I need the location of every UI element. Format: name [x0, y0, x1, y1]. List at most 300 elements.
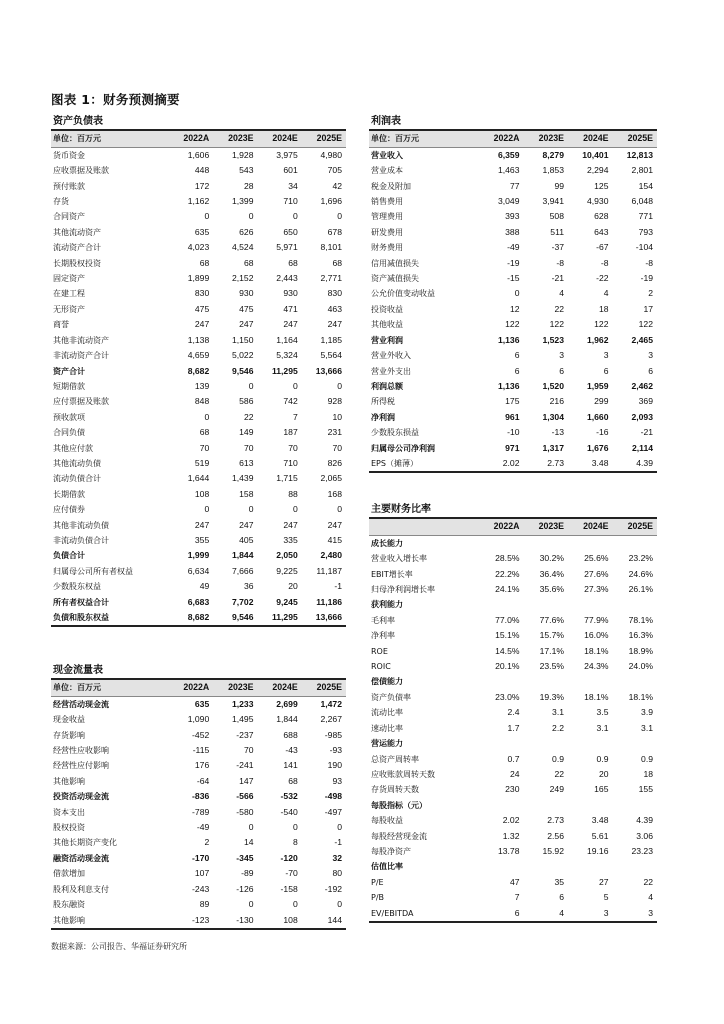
- row-value: 1,233: [231, 698, 254, 709]
- row-value: 3: [603, 350, 609, 361]
- row-label: 经营活动现金流: [53, 699, 109, 709]
- table-row: [369, 456, 657, 472]
- row-value: 1,164: [276, 334, 298, 345]
- row-value: 388: [505, 226, 520, 237]
- row-value: 0: [204, 411, 210, 422]
- table-row: [51, 774, 346, 789]
- row-value: 705: [327, 165, 342, 176]
- row-value: 688: [283, 729, 298, 740]
- row-value: 11,186: [316, 596, 342, 607]
- row-label: 少数股东损益: [371, 428, 419, 438]
- header-year: 2024E: [568, 130, 613, 147]
- row-value: 4.39: [636, 815, 653, 826]
- row-value: 11,187: [316, 565, 342, 576]
- row-label: 营业收入增长率: [371, 554, 427, 564]
- table-row: [369, 829, 657, 844]
- row-value: 0.9: [552, 753, 564, 764]
- row-value: 826: [327, 457, 342, 468]
- row-value: 2.02: [502, 815, 520, 826]
- row-label: 资本支出: [53, 807, 85, 817]
- row-value: -540: [280, 806, 298, 817]
- table-row: [369, 441, 657, 456]
- row-value: 848: [194, 396, 210, 407]
- row-value: 6: [559, 892, 564, 903]
- row-label: 存货影响: [53, 730, 85, 740]
- header-year: 2023E: [213, 679, 257, 696]
- row-label: P/B: [371, 893, 385, 903]
- row-value: 22: [643, 876, 653, 887]
- row-value: 247: [283, 519, 298, 530]
- row-value: 1,495: [231, 714, 254, 725]
- row-value: 4,980: [320, 149, 342, 160]
- table-row: [51, 425, 346, 440]
- row-value: -243: [192, 883, 210, 894]
- row-label: 归属母公司净利润: [371, 443, 435, 453]
- row-value: -237: [236, 729, 254, 740]
- table-row: [369, 859, 657, 874]
- table-row: [369, 890, 657, 905]
- page-title: 图表 1：财务预测摘要: [51, 92, 180, 107]
- row-value: 628: [594, 211, 609, 222]
- row-label: 资产合计: [53, 366, 85, 376]
- row-label: 营业外收入: [371, 351, 411, 361]
- row-value: 175: [505, 396, 520, 407]
- row-value: 8,279: [542, 149, 564, 160]
- table-row: [369, 674, 657, 689]
- table-row: [369, 163, 657, 178]
- row-value: 93: [332, 775, 342, 786]
- row-value: [568, 798, 613, 813]
- row-value: 6: [559, 365, 564, 376]
- row-value: 22: [554, 768, 564, 779]
- row-label: EBIT增长率: [371, 569, 413, 579]
- table-title: 利润表: [369, 114, 657, 130]
- row-label: 经营性应收影响: [53, 746, 109, 756]
- row-value: -37: [551, 242, 564, 253]
- table-row: [51, 394, 346, 409]
- row-value: 13.78: [497, 845, 520, 856]
- row-value: 1,962: [586, 334, 609, 345]
- table-row: [369, 813, 657, 828]
- row-value: 172: [194, 180, 210, 191]
- row-value: 2,267: [320, 714, 342, 725]
- row-label: 信用减值损失: [371, 258, 419, 268]
- table-row: [369, 410, 657, 425]
- row-value: -15: [507, 273, 520, 284]
- row-value: 6: [514, 365, 520, 376]
- row-value: [568, 859, 613, 874]
- table-row: [369, 721, 657, 736]
- row-value: 1,676: [586, 442, 609, 453]
- row-label: 营运能力: [371, 739, 403, 749]
- row-value: [568, 597, 613, 612]
- row-value: 508: [549, 211, 564, 222]
- row-value: 5.61: [591, 830, 609, 841]
- table-row: [369, 240, 657, 255]
- row-value: 176: [194, 760, 210, 771]
- row-value: 77.9%: [584, 614, 609, 625]
- table-row: [51, 441, 346, 456]
- row-label: 长期借款: [53, 489, 85, 499]
- row-value: 7,666: [231, 565, 254, 576]
- row-value: 30.2%: [539, 553, 564, 564]
- table-row: [51, 533, 346, 548]
- table-row: [369, 690, 657, 705]
- row-label: 速动比率: [371, 723, 403, 733]
- row-value: 830: [327, 288, 342, 299]
- row-value: 139: [194, 380, 210, 391]
- row-label: 毛利率: [371, 615, 395, 625]
- table-row: [51, 548, 346, 563]
- row-value: 3.1: [596, 722, 609, 733]
- row-value: [568, 674, 613, 689]
- row-value: 125: [594, 180, 609, 191]
- row-value: 49: [199, 581, 210, 592]
- row-value: 3.48: [568, 456, 613, 472]
- row-value: 3: [568, 906, 613, 922]
- row-value: 1,304: [542, 411, 564, 422]
- row-value: 5: [603, 892, 609, 903]
- table-row: [51, 820, 346, 835]
- row-value: 25.6%: [584, 553, 609, 564]
- table-row: [51, 712, 346, 727]
- row-value: 5,022: [231, 350, 254, 361]
- row-value: 463: [327, 303, 342, 314]
- row-value: 24.3%: [584, 661, 609, 672]
- row-value: 2,050: [276, 550, 298, 561]
- table-row: [51, 897, 346, 912]
- header-year: 2025E: [302, 679, 346, 696]
- row-label: 长期股权投资: [53, 258, 101, 268]
- row-value: 0: [337, 504, 342, 515]
- row-label: 负债和股东权益: [51, 610, 169, 626]
- row-label: 少数股东权益: [53, 582, 101, 592]
- row-value: 1,520: [542, 380, 564, 391]
- row-label: 利润总额: [371, 381, 403, 391]
- row-label: 其他影响: [51, 913, 169, 929]
- row-value: -532: [280, 791, 298, 802]
- row-value: 34: [288, 180, 298, 191]
- row-value: 22: [243, 411, 254, 422]
- header-unit: 单位：百万元: [369, 130, 479, 147]
- table-row: [369, 379, 657, 394]
- row-value: 1,844: [231, 550, 254, 561]
- table-row: [51, 487, 346, 502]
- table-row: [51, 728, 346, 743]
- table-row: [51, 286, 346, 301]
- table-row: [369, 628, 657, 643]
- row-value: -13: [551, 427, 564, 438]
- row-value: -126: [236, 883, 254, 894]
- row-value: 511: [550, 226, 564, 237]
- row-value: 18.1%: [584, 645, 609, 656]
- row-value: -985: [324, 729, 342, 740]
- row-value: 154: [638, 180, 653, 191]
- header-year: 2023E: [213, 130, 257, 147]
- table-row: [51, 851, 346, 866]
- row-value: 70: [199, 442, 210, 453]
- income-statement-table: [369, 114, 657, 473]
- row-label: 流动资产合计: [53, 243, 101, 253]
- row-value: 8,682: [187, 365, 210, 376]
- table-row: [369, 906, 657, 922]
- header-year: 2025E: [302, 130, 346, 147]
- table-row: [369, 597, 657, 612]
- row-value: [524, 859, 569, 874]
- row-value: 27.3%: [584, 584, 609, 595]
- row-value: 27.6%: [584, 568, 609, 579]
- row-value: [524, 535, 569, 551]
- row-value: -64: [196, 775, 210, 786]
- row-value: 475: [239, 303, 254, 314]
- row-value: -8: [645, 257, 653, 268]
- row-value: 68: [288, 257, 298, 268]
- header-year: 2023E: [524, 130, 569, 147]
- row-value: 108: [258, 913, 302, 929]
- row-label: EPS（摊薄）: [369, 456, 479, 472]
- cashflow-table: [51, 663, 346, 930]
- row-value: 249: [549, 784, 564, 795]
- table-row: [369, 736, 657, 751]
- row-value: [568, 736, 613, 751]
- row-value: 6: [479, 906, 524, 922]
- table-row: [369, 782, 657, 797]
- header-year: 2024E: [258, 679, 302, 696]
- row-value: 247: [239, 319, 254, 330]
- row-value: 643: [594, 226, 609, 237]
- row-value: 0: [248, 380, 254, 391]
- row-value: 0: [248, 899, 254, 910]
- row-value: 4: [524, 906, 569, 922]
- row-value: 24.0%: [628, 661, 653, 672]
- row-value: 586: [239, 396, 254, 407]
- row-value: 10,401: [582, 149, 609, 160]
- row-value: 0: [337, 211, 342, 222]
- row-value: 247: [283, 319, 298, 330]
- row-value: 0: [292, 504, 298, 515]
- row-value: [479, 798, 524, 813]
- table-row: [369, 644, 657, 659]
- row-value: 2.2: [552, 722, 564, 733]
- row-value: 14: [243, 837, 254, 848]
- row-value: 6,634: [187, 565, 210, 576]
- row-value: 6: [603, 365, 609, 376]
- table-row: [369, 551, 657, 566]
- table-row: [369, 286, 657, 301]
- row-value: 3,941: [542, 196, 564, 207]
- row-value: -580: [236, 806, 254, 817]
- row-label: 应收票据及账款: [53, 166, 109, 176]
- row-value: 230: [505, 784, 520, 795]
- row-value: 216: [549, 396, 564, 407]
- row-value: 20: [598, 768, 609, 779]
- row-value: 2,480: [320, 550, 342, 561]
- row-value: 27: [598, 876, 609, 887]
- row-value: 24: [509, 768, 520, 779]
- row-value: 7,702: [231, 596, 254, 607]
- header-year: 2023E: [524, 518, 569, 535]
- row-value: 108: [194, 488, 210, 499]
- row-value: 17: [643, 303, 653, 314]
- row-value: 0: [337, 899, 342, 910]
- row-value: 23.2%: [628, 553, 653, 564]
- table-row: [369, 302, 657, 317]
- row-value: 247: [194, 519, 210, 530]
- row-value: 36.4%: [539, 568, 564, 579]
- row-value: 168: [327, 488, 342, 499]
- row-value: 14.5%: [495, 645, 520, 656]
- table-row: [51, 456, 346, 471]
- row-label: 现金收益: [53, 715, 85, 725]
- row-label: 在建工程: [53, 289, 85, 299]
- row-value: 4: [559, 288, 564, 299]
- table-row: [51, 913, 346, 929]
- row-value: 1,899: [187, 273, 210, 284]
- row-value: [613, 736, 658, 751]
- row-value: 158: [239, 488, 254, 499]
- row-label: ROE: [371, 646, 388, 656]
- row-value: -89: [241, 868, 254, 879]
- row-label: 经营性应付影响: [53, 761, 109, 771]
- table-row: [369, 179, 657, 194]
- financial-ratios-table: [369, 502, 657, 923]
- row-label: 其他非流动资产: [53, 335, 109, 345]
- row-label: 股权投资: [53, 823, 85, 833]
- row-value: 26.1%: [628, 584, 653, 595]
- row-value: -566: [236, 791, 254, 802]
- row-value: 405: [239, 534, 254, 545]
- table-row: [51, 758, 346, 773]
- row-label: 股东融资: [53, 900, 85, 910]
- table-row: [369, 425, 657, 440]
- table-row: [51, 518, 346, 533]
- row-value: 2,065: [320, 473, 342, 484]
- row-value: 771: [638, 211, 653, 222]
- row-value: 247: [194, 319, 210, 330]
- row-value: 231: [327, 427, 342, 438]
- row-value: 28: [243, 180, 254, 191]
- row-value: 35: [554, 876, 564, 887]
- row-value: 1,928: [231, 149, 254, 160]
- row-label: 存货周转天数: [371, 785, 419, 795]
- row-value: -158: [280, 883, 298, 894]
- row-value: 70: [288, 442, 298, 453]
- table-row: [369, 209, 657, 224]
- row-label: 每股净资产: [371, 846, 411, 856]
- table-row: [369, 582, 657, 597]
- row-label: 税金及附加: [371, 181, 411, 191]
- row-label: P/E: [371, 877, 384, 887]
- header-unit: 单位：百万元: [51, 130, 169, 147]
- row-value: 2,093: [631, 411, 653, 422]
- row-value: 5,564: [320, 350, 342, 361]
- row-value: 28.5%: [495, 553, 520, 564]
- table-header-row: [369, 518, 657, 535]
- row-value: [479, 674, 524, 689]
- row-value: 961: [505, 411, 520, 422]
- row-value: 369: [638, 396, 653, 407]
- header-year: 2022A: [479, 130, 524, 147]
- row-value: 15.1%: [495, 630, 520, 641]
- row-value: 80: [332, 868, 342, 879]
- row-value: 710: [283, 457, 298, 468]
- table-row: [369, 767, 657, 782]
- row-value: 68: [243, 257, 254, 268]
- row-value: 4.39: [613, 456, 658, 472]
- row-value: [479, 535, 524, 551]
- table-row: [51, 194, 346, 209]
- row-label: 应付债券: [53, 505, 85, 515]
- row-label: 营业利润: [371, 335, 403, 345]
- table-header-row: [369, 130, 657, 147]
- row-value: [613, 535, 658, 551]
- row-value: 0: [292, 899, 298, 910]
- row-value: 32: [332, 852, 342, 863]
- row-label: 其他收益: [371, 320, 403, 330]
- table-row: [369, 875, 657, 890]
- row-value: 3.48: [591, 815, 609, 826]
- row-value: 122: [638, 319, 653, 330]
- row-value: 9,546: [213, 610, 257, 626]
- row-value: 5,324: [276, 350, 298, 361]
- row-value: 6,048: [631, 196, 653, 207]
- row-value: 2.02: [479, 456, 524, 472]
- row-value: -19: [507, 257, 520, 268]
- row-value: 122: [594, 319, 609, 330]
- row-value: 2.73: [524, 456, 569, 472]
- row-value: 678: [327, 226, 342, 237]
- row-value: 13,666: [315, 365, 342, 376]
- data-source-note: 数据来源：公司报告、华福证券研究所: [51, 942, 187, 951]
- row-value: 6: [648, 365, 653, 376]
- row-value: 88: [288, 488, 298, 499]
- table-row: [51, 317, 346, 332]
- row-value: 0: [337, 822, 342, 833]
- row-value: 24.6%: [628, 568, 653, 579]
- row-value: 144: [302, 913, 346, 929]
- row-value: 3: [613, 906, 658, 922]
- row-label: 短期借款: [53, 381, 85, 391]
- row-label: 研发费用: [371, 227, 403, 237]
- row-value: 613: [239, 457, 254, 468]
- row-value: 70: [243, 442, 254, 453]
- row-label: 净利润: [371, 412, 395, 422]
- row-value: 299: [594, 396, 609, 407]
- row-value: 7: [514, 892, 520, 903]
- row-value: 42: [332, 180, 342, 191]
- table-row: [51, 240, 346, 255]
- table-row: [369, 147, 657, 163]
- row-value: [524, 674, 569, 689]
- row-value: 1.7: [507, 722, 520, 733]
- table-row: [51, 610, 346, 626]
- row-value: 89: [199, 899, 210, 910]
- table-row: [51, 502, 346, 517]
- table-row: [369, 194, 657, 209]
- row-label: 非流动负债合计: [53, 535, 109, 545]
- row-value: 70: [332, 442, 342, 453]
- row-value: 18: [598, 303, 609, 314]
- row-value: 122: [505, 319, 520, 330]
- row-value: 2: [648, 288, 653, 299]
- row-value: 247: [239, 519, 254, 530]
- row-value: [479, 859, 524, 874]
- row-value: 3.1: [641, 722, 653, 733]
- row-value: 18: [643, 768, 653, 779]
- row-value: 448: [194, 165, 210, 176]
- row-value: 15.92: [542, 845, 564, 856]
- row-value: -8: [600, 257, 609, 268]
